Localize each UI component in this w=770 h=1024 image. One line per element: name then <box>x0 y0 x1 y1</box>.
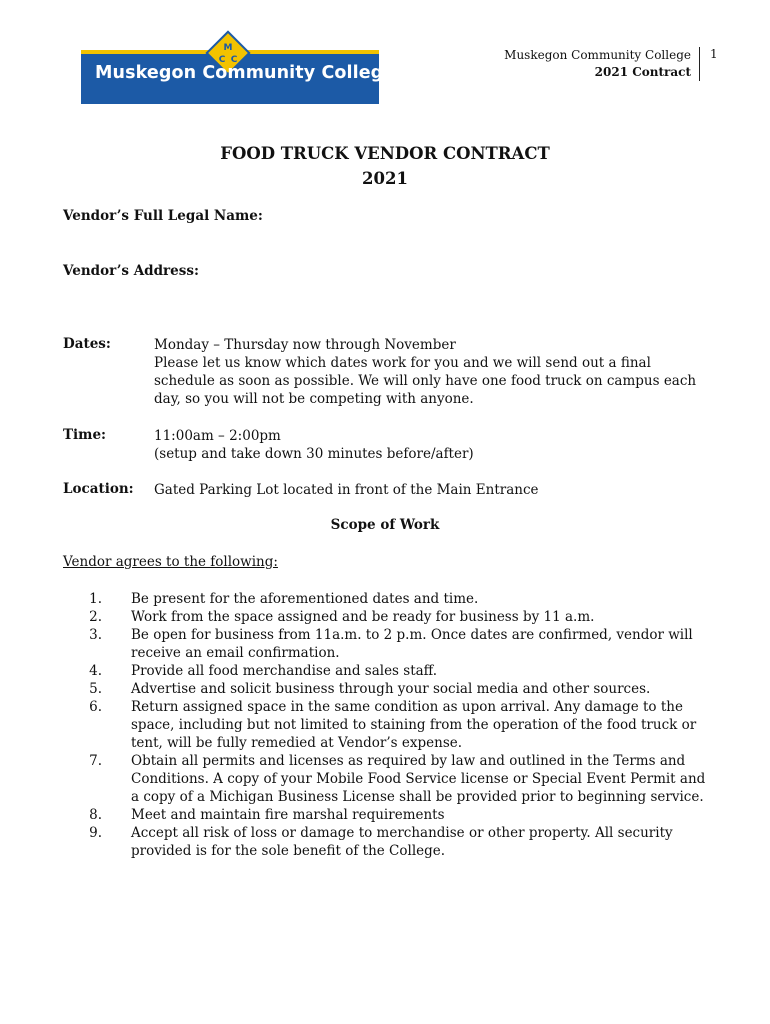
dates-note: Please let us know which dates work for you and we will send out a final schedule as soon as possible. We will only have one food truck on campus each day, so you will not be competing with anyone. <box>154 355 697 407</box>
item-text: Be open for business from 11a.m. to 2 p.m. Once dates are confirmed, vendor will receive an email confirmation. <box>131 627 693 661</box>
item-number: 7. <box>89 753 102 769</box>
document-title: FOOD TRUCK VENDOR CONTRACT <box>220 144 550 163</box>
list-item <box>0 698 770 752</box>
item-text: Provide all food merchandise and sales staff. <box>131 663 438 679</box>
item-text: Return assigned space in the same condition as upon arrival. Any damage to the space, including but not limited to staining from the operation of the food truck or tent, will be fully remedied at Vendor’s expense. <box>131 699 697 751</box>
item-text: Obtain all permits and licenses as required by law and outlined in the Terms and Conditions. A copy of your Mobile Food Service license or Special Event Permit and a copy of a Michigan Business License shall be provided prior to beginning service. <box>131 753 706 805</box>
list-item <box>0 752 770 806</box>
list-item <box>0 824 770 860</box>
item-number: 9. <box>89 825 102 841</box>
svg-text:C: C <box>218 55 226 65</box>
scope-intro: Vendor agrees to the following: <box>63 554 278 570</box>
dates-value <box>154 336 714 408</box>
item-number: 6. <box>89 699 102 715</box>
location-value: Gated Parking Lot located in front of the Main Entrance <box>154 482 539 498</box>
college-logo <box>81 30 396 104</box>
list-item <box>0 806 770 824</box>
item-number: 3. <box>89 627 102 643</box>
item-text: Meet and maintain fire marshal requirements <box>131 807 445 823</box>
list-item <box>0 626 770 662</box>
scope-list <box>0 590 770 860</box>
time-range: 11:00am – 2:00pm <box>154 428 281 444</box>
item-text: Be present for the aforementioned dates and time. <box>131 591 479 607</box>
vendor-address-label: Vendor’s Address: <box>63 263 199 279</box>
list-item <box>0 608 770 626</box>
location-label: Location: <box>63 481 134 497</box>
item-number: 1. <box>89 591 102 607</box>
item-number: 8. <box>89 807 102 823</box>
time-note: (setup and take down 30 minutes before/after) <box>154 446 474 462</box>
time-value <box>154 427 714 463</box>
svg-text:C: C <box>230 55 238 65</box>
header-contract: 2021 Contract <box>594 65 691 79</box>
svg-text:M: M <box>223 43 233 53</box>
scope-heading: Scope of Work <box>330 517 440 533</box>
running-header <box>504 47 700 81</box>
logo-text: Muskegon Community College <box>95 63 396 83</box>
item-number: 2. <box>89 609 102 625</box>
item-number: 5. <box>89 681 102 697</box>
list-item <box>0 680 770 698</box>
dates-label: Dates: <box>63 336 111 352</box>
list-item <box>0 590 770 608</box>
dates-range: Monday – Thursday now through November <box>154 337 456 353</box>
vendor-name-label: Vendor’s Full Legal Name: <box>63 208 263 224</box>
item-text: Accept all risk of loss or damage to merchandise or other property. All security provided is for the sole benefit of the College. <box>131 825 673 859</box>
item-number: 4. <box>89 663 102 679</box>
document-year: 2021 <box>362 169 408 188</box>
page-number: 1 <box>710 47 718 61</box>
time-label: Time: <box>63 427 107 443</box>
item-text: Advertise and solicit business through your social media and other sources. <box>131 681 651 697</box>
item-text: Work from the space assigned and be ready for business by 11 a.m. <box>131 609 595 625</box>
list-item <box>0 662 770 680</box>
header-college: Muskegon Community College <box>504 48 691 62</box>
